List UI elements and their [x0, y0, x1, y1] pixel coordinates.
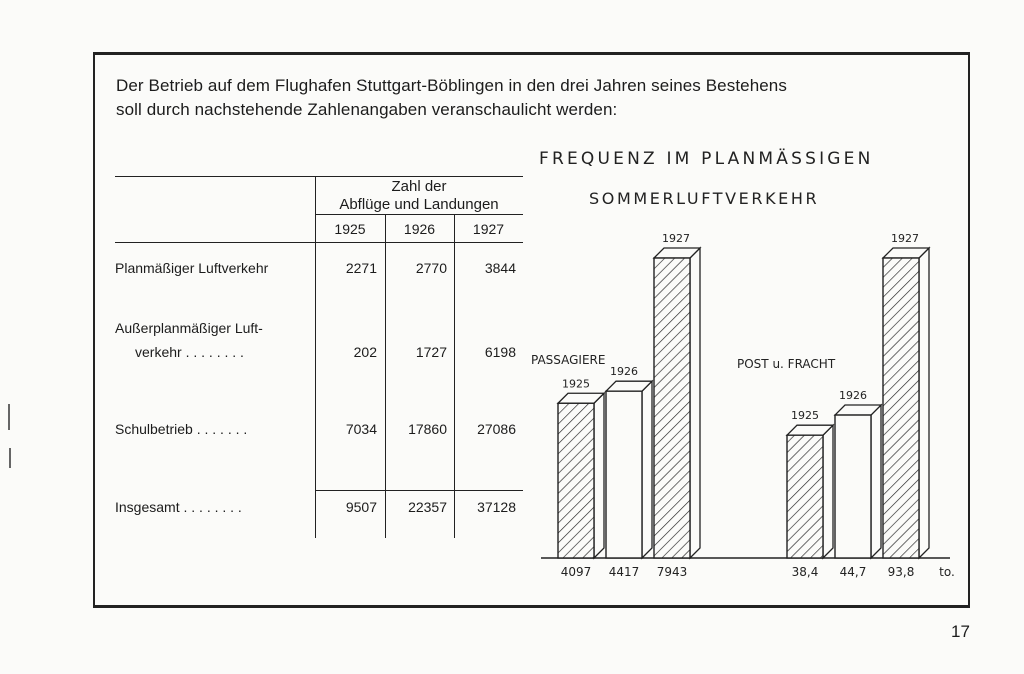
total-label: Insgesamt . . . . . . . .	[115, 499, 242, 515]
table-cell: 27086	[477, 421, 516, 437]
row-label: Schulbetrieb . . . . . . .	[115, 421, 248, 437]
table-cell: 202	[353, 344, 377, 360]
bar-year-label: 1925	[562, 377, 590, 391]
bar-side	[871, 405, 881, 558]
table-cell: 17860	[408, 421, 447, 437]
bar-side	[594, 393, 604, 558]
row-label: Planmäßiger Luftverkehr	[115, 260, 269, 276]
table-cell: 3844	[484, 260, 516, 276]
bar-value-label: 38,4	[791, 565, 819, 579]
total-cell: 9507	[345, 499, 377, 515]
year-header: 1925	[334, 221, 366, 237]
table-cell: 1727	[415, 344, 447, 360]
year-header: 1926	[403, 221, 436, 237]
intro-line-1: Der Betrieb auf dem Flughafen Stuttgart-Böblingen in den drei Jahren seines Bestehens	[116, 76, 787, 95]
bar-year-label: 1926	[610, 365, 638, 379]
bar-side	[690, 248, 700, 558]
bar-value-label: 4417	[608, 565, 640, 579]
intro-paragraph	[116, 74, 956, 122]
bar-side	[919, 248, 929, 558]
table-cell: 2271	[345, 260, 377, 276]
series-name-label: POST u. FRACHT	[737, 357, 836, 371]
bar-value-label: 7943	[656, 565, 688, 579]
table-total-rule	[315, 490, 523, 491]
bar	[606, 391, 642, 558]
scan-mark	[9, 448, 11, 468]
table-header-line-1: Zahl der	[391, 178, 447, 195]
bar-side	[823, 425, 833, 558]
table-top-rule	[115, 176, 523, 177]
intro-line-2: soll durch nachstehende Zahlenangaben veranschaulicht werden:	[116, 100, 618, 119]
year-header: 1927	[472, 221, 505, 237]
bar-side	[642, 381, 652, 558]
table-mid-rule	[315, 214, 523, 215]
table-cell: 7034	[345, 421, 377, 437]
series-name-label: PASSAGIERE	[531, 353, 606, 367]
unit-suffix-label: to.	[939, 565, 955, 579]
bar	[883, 258, 919, 558]
table-cell: 6198	[484, 344, 516, 360]
statistics-table	[115, 172, 525, 542]
bar-value-label: 44,7	[839, 565, 867, 579]
bars-layer	[558, 248, 929, 558]
total-cell: 22357	[408, 499, 447, 515]
frequency-bar-chart	[525, 140, 965, 595]
bar	[835, 415, 871, 558]
bar-year-label: 1926	[839, 389, 867, 403]
total-cell: 37128	[477, 499, 516, 515]
bar	[787, 435, 823, 558]
page-number: 17	[951, 622, 970, 641]
bar-year-label: 1925	[791, 409, 819, 423]
chart-subtitle: SOMMERLUFTVERKEHR	[589, 189, 820, 208]
bar-value-label: 93,8	[887, 565, 915, 579]
row-label: Außerplanmäßiger Luft-	[115, 320, 263, 336]
chart-title: FREQUENZ IM PLANMÄSSIGEN	[539, 149, 874, 169]
table-cell: 2770	[415, 260, 447, 276]
bar-year-label: 1927	[662, 232, 690, 245]
table-header-line-2: Abflüge und Landungen	[339, 196, 499, 213]
row-label-continued: verkehr . . . . . . . .	[135, 344, 244, 360]
table-head-rule	[115, 242, 523, 243]
bar	[558, 403, 594, 558]
bar-value-label: 4097	[560, 565, 592, 579]
scan-mark	[8, 404, 10, 430]
bar-year-label: 1927	[891, 232, 919, 245]
bar	[654, 258, 690, 558]
